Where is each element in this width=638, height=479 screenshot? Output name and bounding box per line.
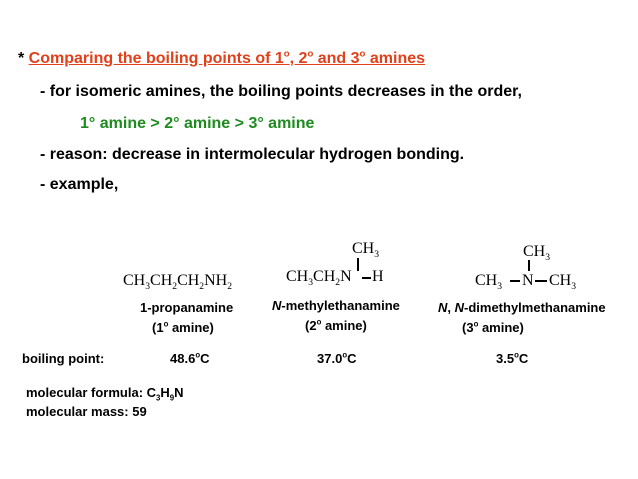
example-line: - example,: [40, 176, 119, 193]
secondary-hydrogen: H: [372, 268, 384, 285]
primary-boiling-point: 48.6$^o$C: [170, 350, 210, 366]
amine-order: 1° amine > 2° amine > 3° amine: [80, 115, 315, 132]
tertiary-right-methyl: $CH_3$: [549, 272, 577, 293]
secondary-name: N-methylethanamine: [272, 298, 400, 313]
tertiary-top-methyl: $CH_3$: [523, 243, 551, 264]
molecular-mass: molecular mass: 59: [26, 404, 147, 419]
heading: [18, 50, 425, 68]
heading-title: Comparing the boiling points of 1$^o$, 2$^o$ and 3$^o$ amines: [28, 48, 426, 67]
tertiary-right-bond: [535, 280, 547, 282]
tertiary-nitrogen: N: [522, 272, 534, 289]
tertiary-left-bond: [510, 280, 520, 282]
tertiary-vertical-bond: [528, 260, 530, 271]
heading-bullet: *: [18, 50, 29, 67]
order-line: - for isomeric amines, the boiling points decreases in the order,: [40, 83, 522, 100]
boiling-point-label: boiling point:: [22, 351, 105, 366]
secondary-nh-bond: [362, 277, 371, 279]
tertiary-boiling-point: 3.5$^o$C: [496, 350, 529, 366]
tertiary-name: N, N-dimethylmethanamine: [438, 300, 606, 315]
molecular-formula: molecular formula: $C_3H_9N$: [26, 385, 184, 403]
tertiary-left-methyl: $CH_3$: [475, 272, 503, 293]
secondary-top-methyl: $CH_3$: [352, 240, 380, 261]
tertiary-class: (3$^o$ amine): [462, 319, 524, 335]
primary-class: (1$^o$ amine): [152, 319, 214, 335]
secondary-formula: $CH_3CH_2N$: [286, 268, 352, 289]
primary-formula: $CH_3CH_2CH_2NH_2$: [123, 272, 232, 293]
reason-line: - reason: decrease in intermolecular hydrogen bonding.: [40, 146, 465, 163]
secondary-class: (2$^o$ amine): [305, 317, 367, 333]
secondary-boiling-point: 37.0$^o$C: [317, 350, 357, 366]
secondary-vertical-bond: [357, 258, 359, 271]
primary-name: 1-propanamine: [140, 300, 234, 315]
